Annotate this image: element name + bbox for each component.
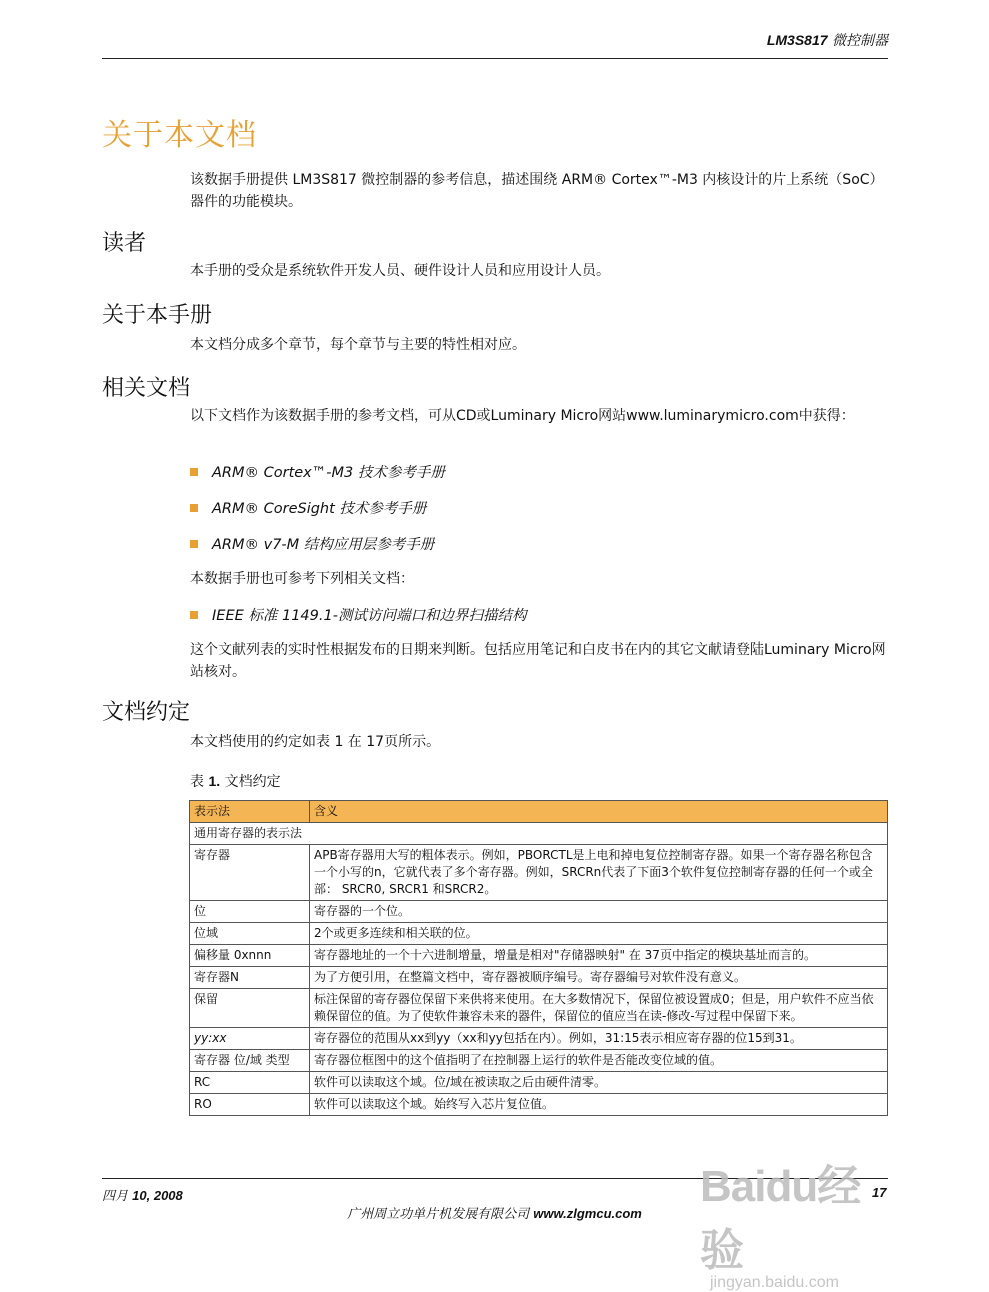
header-suffix: 微控制器 (832, 33, 888, 49)
table-row (190, 1072, 888, 1094)
bullet-square-icon (190, 504, 198, 512)
about-paragraph: 本文档分成多个章节，每个章节与主要的特性相对应。 (190, 337, 526, 353)
desc-cell: 寄存器的一个位。 (310, 901, 888, 923)
related-paragraph-3: 这个文献列表的实时性根据发布的日期来判断。包括应用笔记和白皮书在内的其它文献请登陆Luminary Micro网站核对。 (190, 642, 886, 680)
audience-paragraph: 本手册的受众是系统软件开发人员、硬件设计人员和应用设计人员。 (190, 263, 610, 279)
table-row (190, 967, 888, 989)
table-row (190, 845, 888, 901)
watermark-logo: Baidu经验 (700, 1162, 861, 1275)
watermark-url: jingyan.baidu.com (710, 1274, 839, 1291)
audience-heading: 读者 (102, 231, 147, 256)
header-cell-meaning: 含义 (310, 801, 888, 823)
term-cell: 寄存器 位/域 类型 (190, 1050, 310, 1072)
table-header-row (190, 801, 888, 823)
bullet-item (190, 533, 434, 554)
desc-cell: 2个或更多连续和相关联的位。 (310, 923, 888, 945)
desc-cell: 寄存器位框图中的这个值指明了在控制器上运行的软件是否能改变位域的值。 (310, 1050, 888, 1072)
related-heading: 相关文档 (102, 376, 191, 401)
caption-title: 文档约定 (224, 774, 281, 790)
header-model: LM3S817 (766, 32, 828, 48)
desc-cell: 寄存器位的范围从xx到yy（xx和yy包括在内）。例如，31:15表示相应寄存器的位15到31。 (310, 1028, 888, 1050)
company-url: www.zlgmcu.com (533, 1206, 642, 1221)
bullet-item (190, 497, 426, 518)
bullet-text: ARM® Cortex™-M3 技术参考手册 (212, 465, 445, 481)
bullet-text: ARM® v7-M 结构应用层参考手册 (212, 537, 435, 553)
bullet-item (190, 461, 445, 482)
table-group-row (190, 823, 888, 845)
desc-cell: 寄存器地址的一个十六进制增量，增量是相对"存储器映射" 在 37页中指定的模块基址而言的。 (310, 945, 888, 967)
term-cell: 位 (190, 901, 310, 923)
desc-cell: 为了方便引用，在整篇文档中，寄存器被顺序编号。寄存器编号对软件没有意义。 (310, 967, 888, 989)
bullet-square-icon (190, 611, 198, 619)
desc-cell: 软件可以读取这个域。始终写入芯片复位值。 (310, 1094, 888, 1116)
term-cell: 偏移量 0xnnn (190, 945, 310, 967)
term-cell: 位域 (190, 923, 310, 945)
table-row (190, 1094, 888, 1116)
bullet-text: ARM® CoreSight 技术参考手册 (212, 501, 427, 517)
footer-date (102, 1185, 183, 1204)
term-cell: RC (190, 1072, 310, 1094)
about-heading: 关于本手册 (102, 303, 213, 328)
bullet-square-icon (190, 468, 198, 476)
table-row (190, 989, 888, 1028)
table-caption (190, 771, 281, 791)
caption-prefix: 表 (190, 774, 204, 790)
page-number: 17 (872, 1185, 887, 1200)
conventions-paragraph: 本文档使用的约定如表 1 在 17页所示。 (190, 734, 441, 750)
related-paragraph: 以下文档作为该数据手册的参考文档，可从CD或Luminary Micro网站www.luminarymicro.com中获得： (190, 408, 855, 424)
header-rule (102, 58, 888, 59)
term-cell: yy:xx (190, 1028, 310, 1050)
related-paragraph-2: 本数据手册也可参考下列相关文档： (190, 571, 414, 587)
company-name: 广州周立功单片机发展有限公司 (347, 1207, 530, 1222)
table-row (190, 923, 888, 945)
footer-date-prefix: 四月 (102, 1189, 129, 1204)
bullet-square-icon (190, 540, 198, 548)
group-label: 通用寄存器的表示法 (190, 823, 888, 845)
conventions-table (189, 800, 888, 1116)
footer-date-value: 10, 2008 (132, 1188, 183, 1203)
desc-cell: APB寄存器用大写的粗体表示。例如，PBORCTL是上电和掉电复位控制寄存器。如果一个寄存器名称包含一个小写的n，它就代表了多个寄存器。例如，SRCRn代表了下面3个软件复位控制寄存器的任何一个或全部： SRCR0, SRCR1 和SRCR2。 (310, 845, 888, 901)
header-cell-notation: 表示法 (190, 801, 310, 823)
table-row (190, 945, 888, 967)
watermark (700, 1150, 900, 1291)
table-row (190, 901, 888, 923)
term-cell: 寄存器 (190, 845, 310, 901)
desc-cell: 标注保留的寄存器位保留下来供将来使用。在大多数情况下，保留位被设置成0；但是，用户软件不应当依赖保留位的值。为了使软件兼容未来的器件，保留位的值应当在读-修改-写过程中保留下来。 (310, 989, 888, 1028)
conventions-heading: 文档约定 (102, 700, 191, 725)
term-cell: 寄存器N (190, 967, 310, 989)
desc-cell: 软件可以读取这个域。位/域在被读取之后由硬件清零。 (310, 1072, 888, 1094)
caption-number: 1. (208, 773, 221, 789)
bullet-item (190, 604, 526, 625)
running-header (767, 30, 888, 50)
bullet-text: IEEE 标准 1149.1-测试访问端口和边界扫描结构 (212, 608, 527, 624)
page-title: 关于本文档 (102, 118, 257, 153)
term-cell: 保留 (190, 989, 310, 1028)
table-row (190, 1028, 888, 1050)
table-row (190, 1050, 888, 1072)
intro-paragraph: 该数据手册提供 LM3S817 微控制器的参考信息，描述围绕 ARM® Cortex™-M3 内核设计的片上系统（SoC）器件的功能模块。 (190, 172, 884, 210)
term-cell: RO (190, 1094, 310, 1116)
